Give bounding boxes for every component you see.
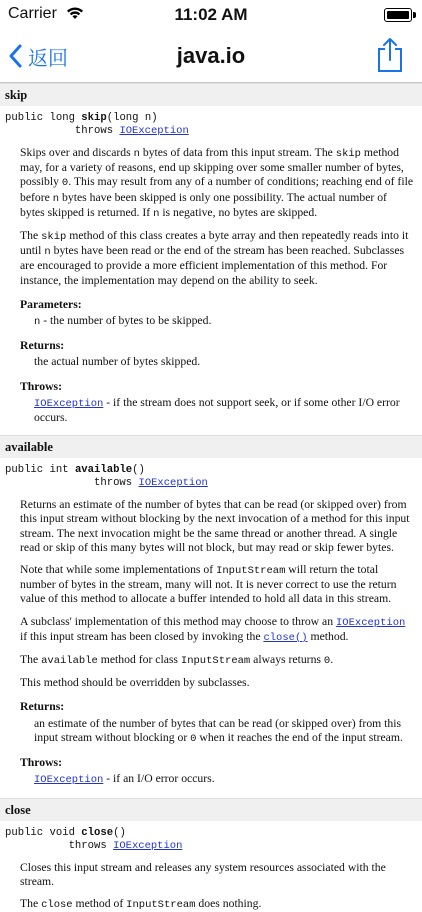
paragraph: A subclass' implementation of this method may choose to throw an IOException if this input stream has been closed by invoking the close() method.: [20, 615, 414, 645]
method-signature-skip: public long skip(long n) throws IOException: [5, 112, 422, 138]
paragraph: Skips over and discards n bytes of data from this input stream. The skip method may, for a variety of reasons, end up skipping over some smaller number of bytes, possibly 0. This may result from any of a number of conditions; reaching end of file before n bytes have been skipped is only one possibility. The actual number of bytes skipped is returned. If n is negative, no bytes are skipped.: [20, 146, 414, 221]
page-title: java.io: [0, 43, 422, 69]
share-icon[interactable]: [376, 37, 404, 73]
paragraph: Note that while some implementations of InputStream will return the total number of bytes in the stream, many will not. It is never correct to use the return value of this method to allocate a buffer intended to hold all data in this stream.: [20, 563, 414, 607]
ioexception-link[interactable]: IOException: [336, 617, 405, 629]
ioexception-link[interactable]: IOException: [119, 125, 188, 137]
method-heading-available: available: [0, 435, 422, 458]
paragraph: Closes this input stream and releases any system resources associated with the stream.: [20, 861, 414, 889]
close-method-link[interactable]: close(): [263, 632, 307, 644]
ioexception-link[interactable]: IOException: [34, 398, 103, 410]
throws-label: Throws:: [20, 756, 414, 770]
method-signature-available: public int available() throws IOException: [5, 464, 422, 490]
returns-description: an estimate of the number of bytes that can be read (or skipped over) from this input stream without blocking or 0 when it reaches the end of the input stream.: [34, 717, 414, 746]
throws-label: Throws:: [20, 380, 414, 394]
paragraph: This method should be overridden by subclasses.: [20, 676, 414, 690]
paragraph: The available method for class InputStream always returns 0.: [20, 653, 414, 668]
doc-content[interactable]: [0, 83, 422, 750]
battery-icon: [384, 8, 412, 22]
throws-description: IOException - if an I/O error occurs.: [34, 772, 414, 787]
clock: 11:02 AM: [0, 5, 422, 25]
ioexception-link[interactable]: IOException: [34, 774, 103, 786]
method-signature-close: public void close() throws IOException: [5, 827, 422, 853]
method-description-close: [20, 861, 414, 912]
method-description-skip: [20, 146, 414, 425]
method-heading-skip: skip: [0, 83, 422, 106]
method-description-available: [20, 498, 414, 787]
returns-label: Returns:: [20, 700, 414, 714]
paragraph: The close method of InputStream does nothing.: [20, 897, 414, 912]
throws-description: IOException - if the stream does not support seek, or if some other I/O error occurs.: [34, 396, 414, 425]
carrier-label: Carrier: [8, 5, 57, 23]
method-heading-close: close: [0, 798, 422, 821]
ioexception-link[interactable]: IOException: [113, 840, 182, 852]
back-label: 返回: [28, 42, 68, 71]
returns-description: the actual number of bytes skipped.: [34, 355, 414, 369]
returns-label: Returns:: [20, 339, 414, 353]
ioexception-link[interactable]: IOException: [139, 477, 208, 489]
parameter-description: n - the number of bytes to be skipped.: [34, 314, 414, 329]
paragraph: Returns an estimate of the number of bytes that can be read (or skipped over) from this input stream without blocking by the next invocation of a method for this input stream. The next invocation might be the same thread or another thread. A single read or skip of this many bytes will not block, but may read or skip fewer bytes.: [20, 498, 414, 555]
status-bar: [0, 0, 422, 30]
navigation-bar: [0, 30, 422, 83]
parameters-label: Parameters:: [20, 298, 414, 312]
paragraph: The skip method of this class creates a byte array and then repeatedly reads into it until n bytes have been read or the end of the stream has been reached. Subclasses are encouraged to provide a more efficient implementation of this method. For instance, the implementation may depend on the ability to seek.: [20, 229, 414, 288]
